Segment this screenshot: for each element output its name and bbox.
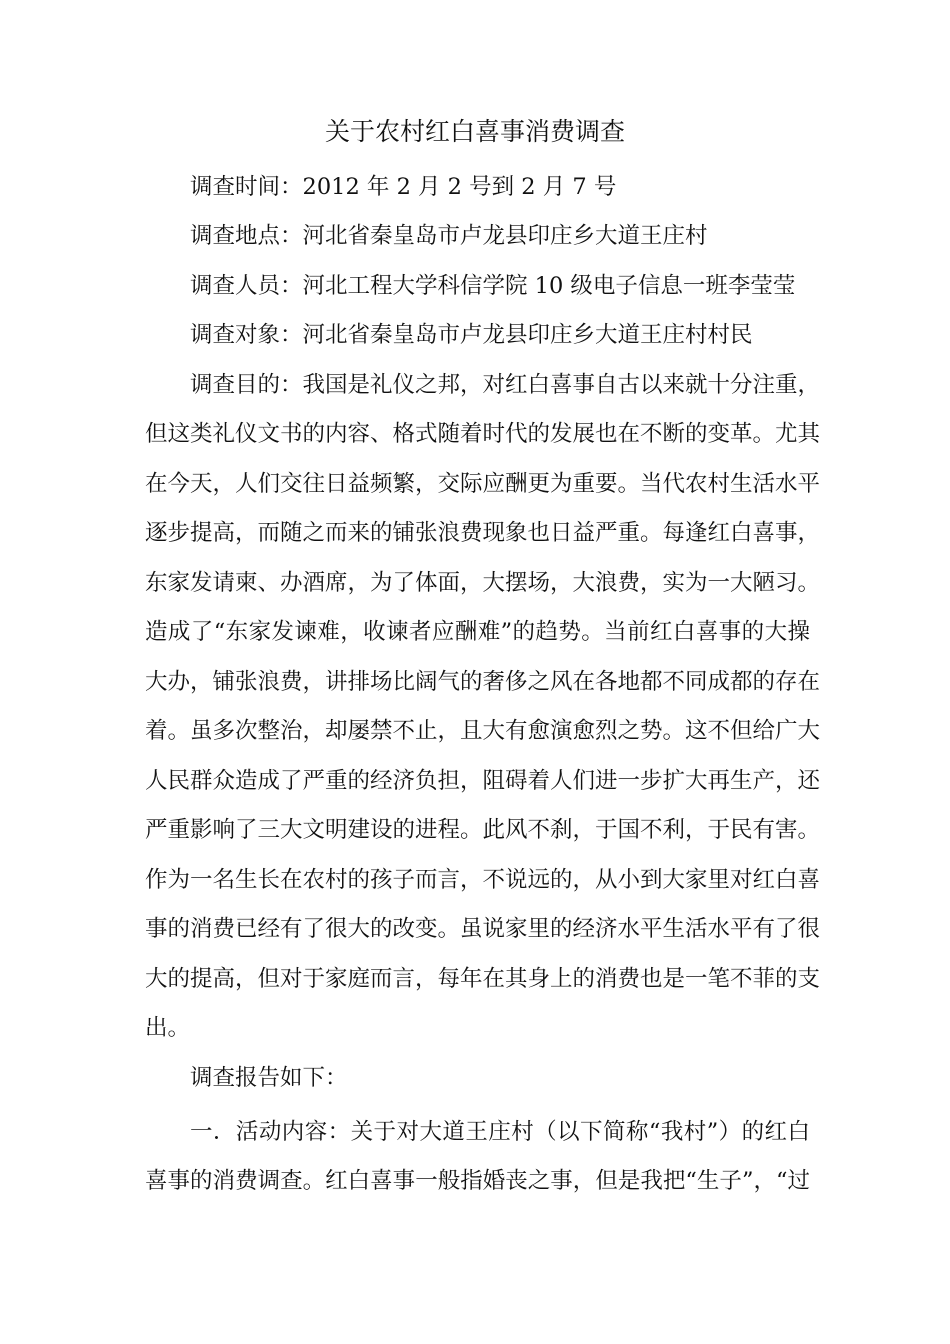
- purpose-paragraph-line: 调查目的：我国是礼仪之邦，对红白喜事自古以来就十分注重，: [190, 372, 821, 398]
- purpose-paragraph-line: 东家发请柬、办酒席，为了体面，大摆场，大浪费，实为一大陋习。: [145, 570, 821, 596]
- purpose-paragraph-line: 逐步提高，而随之而来的铺张浪费现象也日益严重。每逢红白喜事，: [145, 520, 821, 546]
- activity-paragraph-line: 一．活动内容：关于对大道王庄村（以下简称“我村”）的红白: [190, 1119, 810, 1145]
- purpose-paragraph-line: 人民群众造成了严重的经济负担，阻碍着人们进一步扩大再生产，还: [145, 768, 821, 794]
- purpose-paragraph-line: 大办，铺张浪费，讲排场比阔气的奢侈之风在各地都不同成都的存在: [145, 669, 821, 695]
- report-intro-line: 调查报告如下：: [190, 1065, 348, 1091]
- document-title: 关于农村红白喜事消费调查: [324, 117, 625, 146]
- survey-time-line: 调查时间：2012 年 2 月 2 号到 2 月 7 号: [190, 174, 617, 200]
- purpose-paragraph-line: 大的提高，但对于家庭而言，每年在其身上的消费也是一笔不菲的支: [145, 966, 821, 992]
- purpose-paragraph-line: 出。: [145, 1015, 191, 1041]
- purpose-paragraph-line: 着。虽多次整治，却屡禁不止，且大有愈演愈烈之势。这不但给广大: [145, 718, 821, 744]
- purpose-paragraph-line: 作为一名生长在农村的孩子而言，不说远的，从小到大家里对红白喜: [145, 867, 821, 893]
- purpose-paragraph-line: 在今天，人们交往日益频繁，交际应酬更为重要。当代农村生活水平: [145, 471, 821, 497]
- purpose-paragraph-line: 造成了“东家发谏难，收谏者应酬难”的趋势。当前红白喜事的大操: [145, 619, 810, 645]
- purpose-paragraph-line: 但这类礼仪文书的内容、格式随着时代的发展也在不断的变革。尤其: [145, 421, 821, 447]
- purpose-paragraph-line: 严重影响了三大文明建设的进程。此风不刹，于国不利，于民有害。: [145, 817, 821, 843]
- purpose-paragraph-line: 事的消费已经有了很大的改变。虽说家里的经济水平生活水平有了很: [145, 916, 821, 942]
- activity-paragraph-line: 喜事的消费调查。红白喜事一般指婚丧之事，但是我把“生子”，“过: [145, 1168, 810, 1194]
- survey-location-line: 调查地点：河北省秦皇岛市卢龙县印庄乡大道王庄村: [190, 223, 708, 249]
- survey-personnel-line: 调查人员：河北工程大学科信学院 10 级电子信息一班李莹莹: [190, 273, 796, 299]
- survey-subject-line: 调查对象：河北省秦皇岛市卢龙县印庄乡大道王庄村村民: [190, 322, 753, 348]
